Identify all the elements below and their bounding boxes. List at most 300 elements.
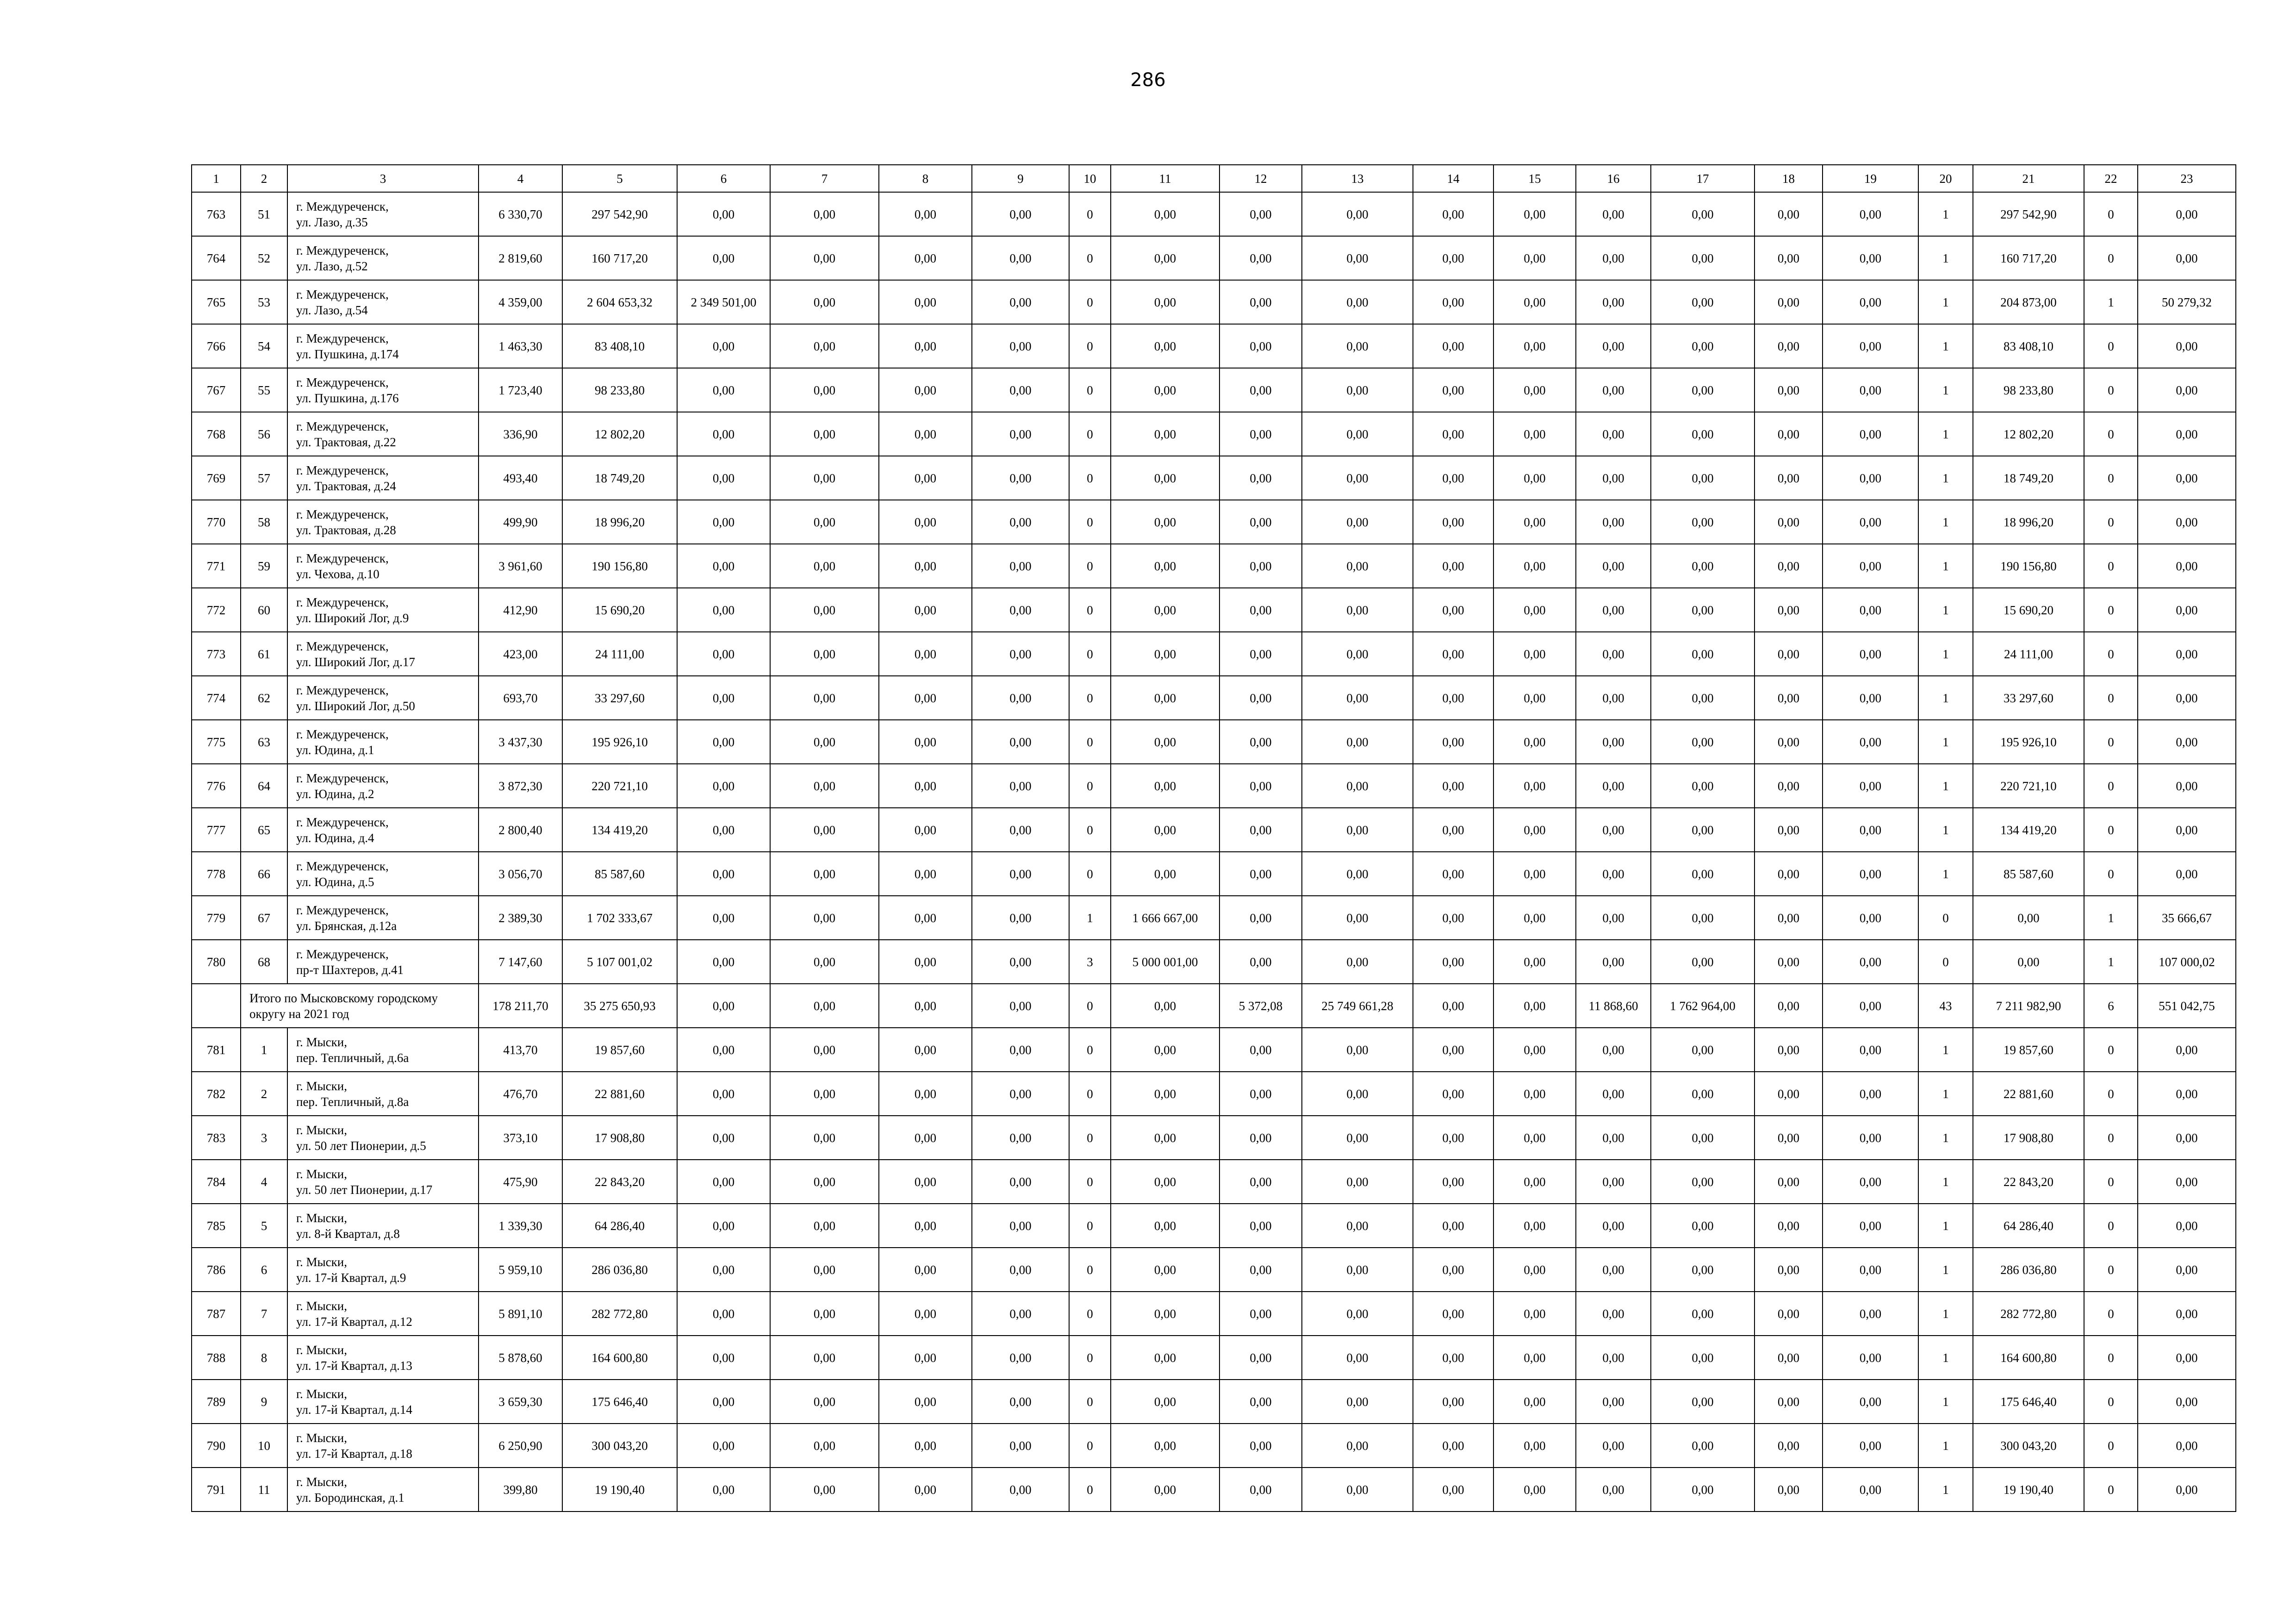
total-label-line: Итого по Мысковскому городскому	[249, 991, 438, 1005]
value-cell: 0	[1069, 368, 1111, 412]
value-cell: 0,00	[879, 896, 972, 940]
value-cell: 0,00	[1493, 1072, 1576, 1116]
value-cell: 286 036,80	[1973, 1248, 2084, 1292]
value-cell: 0,00	[677, 1028, 770, 1072]
column-number: 23	[2138, 165, 2236, 192]
value-cell: 0,00	[1413, 1204, 1493, 1248]
row-index: 767	[192, 368, 241, 412]
value-cell: 0,00	[1651, 280, 1755, 324]
value-cell: 0,00	[1823, 280, 1918, 324]
value-cell: 0,00	[1220, 808, 1302, 852]
value-cell: 0,00	[879, 808, 972, 852]
value-cell: 0,00	[1413, 984, 1493, 1028]
value-cell: 0,00	[1651, 412, 1755, 456]
address-line: ул. Лазо, д.54	[296, 303, 368, 317]
address-line: г. Междуреченск,	[296, 463, 389, 477]
total-row	[192, 984, 2236, 1028]
value-cell: 1 339,30	[479, 1204, 562, 1248]
address-line: ул. Широкий Лог, д.17	[296, 655, 415, 669]
value-cell: 98 233,80	[1973, 368, 2084, 412]
value-cell: 0,00	[770, 192, 879, 236]
value-cell: 0,00	[1111, 1336, 1220, 1380]
value-cell: 0,00	[1576, 1424, 1651, 1468]
value-cell: 0,00	[1493, 1248, 1576, 1292]
value-cell: 220 721,10	[562, 764, 677, 808]
value-cell: 0,00	[1413, 632, 1493, 676]
value-cell: 0,00	[972, 1248, 1069, 1292]
value-cell: 0,00	[1823, 1116, 1918, 1160]
value-cell: 0,00	[1651, 808, 1755, 852]
value-cell: 0,00	[1576, 192, 1651, 236]
value-cell: 5 878,60	[479, 1336, 562, 1380]
table-row	[192, 1468, 2236, 1512]
address-cell	[287, 1116, 479, 1160]
value-cell: 0,00	[1413, 1248, 1493, 1292]
value-cell: 0,00	[1220, 324, 1302, 368]
value-cell: 1	[1918, 368, 1973, 412]
value-cell: 0,00	[1302, 764, 1413, 808]
value-cell: 0	[2084, 1072, 2138, 1116]
value-cell: 0,00	[2138, 632, 2236, 676]
value-cell: 1	[1918, 456, 1973, 500]
value-cell: 0,00	[1302, 588, 1413, 632]
value-cell: 0,00	[1823, 544, 1918, 588]
value-cell: 0,00	[770, 1072, 879, 1116]
value-cell: 0	[1069, 236, 1111, 280]
value-cell: 3 437,30	[479, 720, 562, 764]
value-cell: 0	[2084, 1424, 2138, 1468]
value-cell: 0	[2084, 764, 2138, 808]
column-number: 16	[1576, 165, 1651, 192]
value-cell: 0,00	[677, 1248, 770, 1292]
value-cell: 0	[2084, 236, 2138, 280]
value-cell: 0	[2084, 632, 2138, 676]
address-line: ул. Трактовая, д.28	[296, 523, 396, 537]
value-cell: 0,00	[1493, 676, 1576, 720]
table-row	[192, 720, 2236, 764]
value-cell: 0,00	[1413, 1424, 1493, 1468]
value-cell: 0	[2084, 456, 2138, 500]
value-cell: 1	[1069, 896, 1111, 940]
value-cell: 0,00	[1755, 192, 1823, 236]
value-cell: 0,00	[972, 1380, 1069, 1424]
address-line: ул. Юдина, д.4	[296, 831, 374, 845]
value-cell: 0,00	[879, 1160, 972, 1204]
value-cell: 0,00	[1493, 500, 1576, 544]
row-index: 781	[192, 1028, 241, 1072]
value-cell: 3 056,70	[479, 852, 562, 896]
value-cell: 0,00	[1823, 896, 1918, 940]
address-line: ул. 17-й Квартал, д.12	[296, 1314, 412, 1329]
value-cell: 164 600,80	[562, 1336, 677, 1380]
value-cell: 0,00	[1576, 632, 1651, 676]
value-cell: 0,00	[879, 940, 972, 984]
value-cell: 0,00	[972, 368, 1069, 412]
row-index: 785	[192, 1204, 241, 1248]
address-line: г. Мыски,	[296, 1255, 347, 1269]
value-cell: 0,00	[1302, 1028, 1413, 1072]
row-sub-index: 1	[241, 1028, 287, 1072]
value-cell: 0	[2084, 324, 2138, 368]
value-cell: 0,00	[1576, 456, 1651, 500]
value-cell: 0,00	[1302, 676, 1413, 720]
value-cell: 0,00	[1493, 1204, 1576, 1248]
value-cell: 0,00	[2138, 324, 2236, 368]
value-cell: 0,00	[972, 1468, 1069, 1512]
value-cell: 204 873,00	[1973, 280, 2084, 324]
value-cell: 0,00	[1493, 236, 1576, 280]
value-cell: 64 286,40	[562, 1204, 677, 1248]
row-sub-index: 52	[241, 236, 287, 280]
value-cell: 0,00	[677, 896, 770, 940]
value-cell: 0,00	[879, 1028, 972, 1072]
value-cell: 18 996,20	[562, 500, 677, 544]
value-cell: 0	[1069, 1336, 1111, 1380]
value-cell: 0,00	[1755, 1424, 1823, 1468]
value-cell: 0,00	[1755, 852, 1823, 896]
value-cell: 220 721,10	[1973, 764, 2084, 808]
value-cell: 1	[1918, 632, 1973, 676]
address-line: ул. Лазо, д.35	[296, 215, 368, 229]
row-index: 787	[192, 1292, 241, 1336]
value-cell: 0,00	[2138, 852, 2236, 896]
address-line: г. Мыски,	[296, 1474, 347, 1489]
row-sub-index: 10	[241, 1424, 287, 1468]
value-cell: 0,00	[1302, 1072, 1413, 1116]
value-cell: 0,00	[1755, 1072, 1823, 1116]
value-cell: 0	[1069, 588, 1111, 632]
address-cell	[287, 192, 479, 236]
value-cell: 0,00	[2138, 544, 2236, 588]
value-cell: 1	[1918, 500, 1973, 544]
table-row	[192, 192, 2236, 236]
value-cell: 6 250,90	[479, 1424, 562, 1468]
value-cell: 0,00	[1755, 1292, 1823, 1336]
row-sub-index: 63	[241, 720, 287, 764]
table-row	[192, 280, 2236, 324]
value-cell: 0,00	[1111, 544, 1220, 588]
value-cell: 0,00	[1651, 1336, 1755, 1380]
value-cell: 0,00	[1576, 1248, 1651, 1292]
value-cell: 83 408,10	[1973, 324, 2084, 368]
address-line: ул. Юдина, д.5	[296, 874, 374, 889]
value-cell: 22 881,60	[562, 1072, 677, 1116]
value-cell: 0,00	[677, 1380, 770, 1424]
value-cell: 0,00	[879, 1424, 972, 1468]
row-index: 771	[192, 544, 241, 588]
value-cell: 0,00	[1755, 808, 1823, 852]
value-cell: 373,10	[479, 1116, 562, 1160]
column-number: 13	[1302, 165, 1413, 192]
value-cell: 0,00	[879, 1248, 972, 1292]
value-cell: 0,00	[1111, 764, 1220, 808]
row-index: 776	[192, 764, 241, 808]
value-cell: 0,00	[879, 1204, 972, 1248]
column-number: 10	[1069, 165, 1111, 192]
value-cell: 0,00	[1302, 1336, 1413, 1380]
value-cell: 1	[1918, 1248, 1973, 1292]
value-cell: 0,00	[1755, 1468, 1823, 1512]
value-cell: 1	[1918, 1072, 1973, 1116]
value-cell: 160 717,20	[562, 236, 677, 280]
value-cell: 1	[1918, 544, 1973, 588]
table-row	[192, 896, 2236, 940]
value-cell: 18 996,20	[1973, 500, 2084, 544]
value-cell: 2 389,30	[479, 896, 562, 940]
value-cell: 0,00	[1576, 1292, 1651, 1336]
row-index: 786	[192, 1248, 241, 1292]
row-sub-index: 58	[241, 500, 287, 544]
value-cell: 0,00	[1651, 588, 1755, 632]
value-cell: 98 233,80	[562, 368, 677, 412]
value-cell: 0,00	[1651, 632, 1755, 676]
value-cell: 0,00	[677, 632, 770, 676]
value-cell: 1	[2084, 280, 2138, 324]
address-line: пер. Тепличный, д.6а	[296, 1050, 409, 1065]
value-cell: 0,00	[1755, 1248, 1823, 1292]
row-index: 770	[192, 500, 241, 544]
row-index: 763	[192, 192, 241, 236]
value-cell: 0,00	[677, 1424, 770, 1468]
address-line: г. Междуреченск,	[296, 507, 389, 521]
value-cell: 0,00	[1220, 1292, 1302, 1336]
address-line: ул. Широкий Лог, д.50	[296, 699, 415, 713]
value-cell: 24 111,00	[1973, 632, 2084, 676]
value-cell: 0,00	[879, 544, 972, 588]
value-cell: 35 666,67	[2138, 896, 2236, 940]
value-cell: 0,00	[879, 280, 972, 324]
value-cell: 0,00	[677, 368, 770, 412]
address-cell	[287, 1292, 479, 1336]
address-line: ул. 17-й Квартал, д.14	[296, 1402, 412, 1417]
value-cell: 0,00	[1823, 1028, 1918, 1072]
address-line: г. Междуреченск,	[296, 771, 389, 785]
value-cell: 0,00	[1111, 412, 1220, 456]
data-table	[191, 164, 2236, 1512]
address-line: г. Междуреченск,	[296, 331, 389, 345]
value-cell: 0	[2084, 852, 2138, 896]
value-cell: 0,00	[677, 940, 770, 984]
value-cell: 0,00	[972, 456, 1069, 500]
value-cell: 0,00	[1823, 1204, 1918, 1248]
value-cell: 0	[1069, 1028, 1111, 1072]
value-cell: 0,00	[879, 720, 972, 764]
address-line: ул. 17-й Квартал, д.9	[296, 1270, 406, 1285]
value-cell: 0,00	[1302, 1292, 1413, 1336]
address-line: г. Мыски,	[296, 1343, 347, 1357]
value-cell: 0,00	[879, 1116, 972, 1160]
value-cell: 0,00	[1651, 720, 1755, 764]
value-cell: 190 156,80	[562, 544, 677, 588]
value-cell: 0,00	[770, 324, 879, 368]
value-cell: 24 111,00	[562, 632, 677, 676]
value-cell: 12 802,20	[1973, 412, 2084, 456]
row-sub-index: 3	[241, 1116, 287, 1160]
value-cell: 0,00	[1576, 808, 1651, 852]
value-cell: 0,00	[972, 1336, 1069, 1380]
value-cell: 0,00	[2138, 1468, 2236, 1512]
column-number: 19	[1823, 165, 1918, 192]
row-sub-index: 53	[241, 280, 287, 324]
value-cell: 0,00	[1302, 1380, 1413, 1424]
value-cell: 0,00	[1651, 1380, 1755, 1424]
value-cell: 0,00	[1973, 940, 2084, 984]
value-cell: 0,00	[1823, 808, 1918, 852]
address-line: ул. 17-й Квартал, д.13	[296, 1358, 412, 1373]
address-cell	[287, 1028, 479, 1072]
value-cell: 0,00	[972, 676, 1069, 720]
value-cell: 0,00	[1220, 940, 1302, 984]
value-cell: 336,90	[479, 412, 562, 456]
table-row	[192, 852, 2236, 896]
value-cell: 0,00	[1493, 984, 1576, 1028]
total-blank-cell	[192, 984, 241, 1028]
value-cell: 0,00	[1413, 192, 1493, 236]
row-sub-index: 62	[241, 676, 287, 720]
value-cell: 0,00	[972, 588, 1069, 632]
value-cell: 300 043,20	[562, 1424, 677, 1468]
value-cell: 0,00	[1651, 940, 1755, 984]
value-cell: 0,00	[1302, 544, 1413, 588]
value-cell: 0,00	[972, 896, 1069, 940]
value-cell: 19 857,60	[1973, 1028, 2084, 1072]
value-cell: 0,00	[677, 984, 770, 1028]
address-line: ул. Широкий Лог, д.9	[296, 611, 409, 625]
value-cell: 0,00	[1651, 1424, 1755, 1468]
value-cell: 0,00	[1493, 852, 1576, 896]
address-line: г. Междуреченск,	[296, 727, 389, 741]
table-row	[192, 1160, 2236, 1204]
row-sub-index: 4	[241, 1160, 287, 1204]
column-number: 3	[287, 165, 479, 192]
value-cell: 0,00	[972, 1424, 1069, 1468]
address-line: г. Междуреченск,	[296, 639, 389, 653]
value-cell: 0,00	[1823, 236, 1918, 280]
value-cell: 0,00	[1823, 852, 1918, 896]
value-cell: 0,00	[1413, 1160, 1493, 1204]
row-sub-index: 67	[241, 896, 287, 940]
address-cell	[287, 676, 479, 720]
address-line: ул. Трактовая, д.24	[296, 479, 396, 493]
value-cell: 0,00	[972, 1160, 1069, 1204]
row-index: 790	[192, 1424, 241, 1468]
value-cell: 0,00	[1493, 1292, 1576, 1336]
address-line: г. Мыски,	[296, 1211, 347, 1225]
value-cell: 0	[1069, 500, 1111, 544]
row-index: 769	[192, 456, 241, 500]
value-cell: 0,00	[1302, 368, 1413, 412]
row-index: 775	[192, 720, 241, 764]
value-cell: 0,00	[1220, 896, 1302, 940]
value-cell: 0,00	[1755, 1116, 1823, 1160]
column-number-row	[192, 165, 2236, 192]
value-cell: 43	[1918, 984, 1973, 1028]
value-cell: 0	[1069, 720, 1111, 764]
value-cell: 0,00	[1755, 1160, 1823, 1204]
value-cell: 0,00	[1651, 764, 1755, 808]
value-cell: 1 702 333,67	[562, 896, 677, 940]
value-cell: 178 211,70	[479, 984, 562, 1028]
value-cell: 0,00	[1493, 940, 1576, 984]
value-cell: 0,00	[770, 940, 879, 984]
value-cell: 0	[1069, 764, 1111, 808]
value-cell: 0,00	[1220, 1116, 1302, 1160]
value-cell: 0,00	[1413, 1292, 1493, 1336]
column-number: 9	[972, 165, 1069, 192]
value-cell: 1 723,40	[479, 368, 562, 412]
value-cell: 0,00	[1302, 852, 1413, 896]
total-label	[241, 984, 479, 1028]
value-cell: 0,00	[1651, 500, 1755, 544]
address-line: ул. 8-й Квартал, д.8	[296, 1226, 400, 1241]
value-cell: 0,00	[1755, 632, 1823, 676]
value-cell: 0,00	[1413, 896, 1493, 940]
value-cell: 19 190,40	[1973, 1468, 2084, 1512]
value-cell: 4 359,00	[479, 280, 562, 324]
value-cell: 0,00	[677, 588, 770, 632]
value-cell: 0,00	[1220, 1380, 1302, 1424]
table-row	[192, 368, 2236, 412]
row-index: 780	[192, 940, 241, 984]
address-cell	[287, 808, 479, 852]
value-cell: 0,00	[1755, 368, 1823, 412]
value-cell: 0,00	[1823, 324, 1918, 368]
value-cell: 0,00	[1823, 1292, 1918, 1336]
address-line: г. Мыски,	[296, 1299, 347, 1313]
value-cell: 0,00	[1413, 280, 1493, 324]
value-cell: 0,00	[1111, 676, 1220, 720]
value-cell: 0,00	[1493, 764, 1576, 808]
value-cell: 0,00	[1755, 764, 1823, 808]
address-cell	[287, 764, 479, 808]
value-cell: 0	[2084, 1028, 2138, 1072]
value-cell: 0,00	[1755, 324, 1823, 368]
value-cell: 0,00	[2138, 588, 2236, 632]
value-cell: 0,00	[1823, 192, 1918, 236]
value-cell: 0,00	[1220, 852, 1302, 896]
address-cell	[287, 1160, 479, 1204]
table-row	[192, 456, 2236, 500]
value-cell: 0,00	[1493, 544, 1576, 588]
row-sub-index: 68	[241, 940, 287, 984]
value-cell: 0,00	[1823, 1160, 1918, 1204]
value-cell: 0,00	[1220, 280, 1302, 324]
row-sub-index: 57	[241, 456, 287, 500]
value-cell: 0	[2084, 1248, 2138, 1292]
value-cell: 0	[2084, 808, 2138, 852]
value-cell: 0,00	[879, 1072, 972, 1116]
value-cell: 0,00	[677, 236, 770, 280]
value-cell: 0,00	[770, 500, 879, 544]
value-cell: 0,00	[1755, 456, 1823, 500]
value-cell: 0,00	[879, 456, 972, 500]
value-cell: 1	[2084, 940, 2138, 984]
row-sub-index: 11	[241, 1468, 287, 1512]
value-cell: 0,00	[1302, 632, 1413, 676]
value-cell: 0	[2084, 676, 2138, 720]
column-number: 2	[241, 165, 287, 192]
value-cell: 0,00	[677, 1072, 770, 1116]
row-index: 768	[192, 412, 241, 456]
value-cell: 1	[1918, 280, 1973, 324]
value-cell: 0,00	[770, 1424, 879, 1468]
value-cell: 0,00	[1576, 236, 1651, 280]
address-cell	[287, 324, 479, 368]
value-cell: 0,00	[972, 632, 1069, 676]
value-cell: 160 717,20	[1973, 236, 2084, 280]
value-cell: 0,00	[972, 412, 1069, 456]
value-cell: 0,00	[1111, 1248, 1220, 1292]
